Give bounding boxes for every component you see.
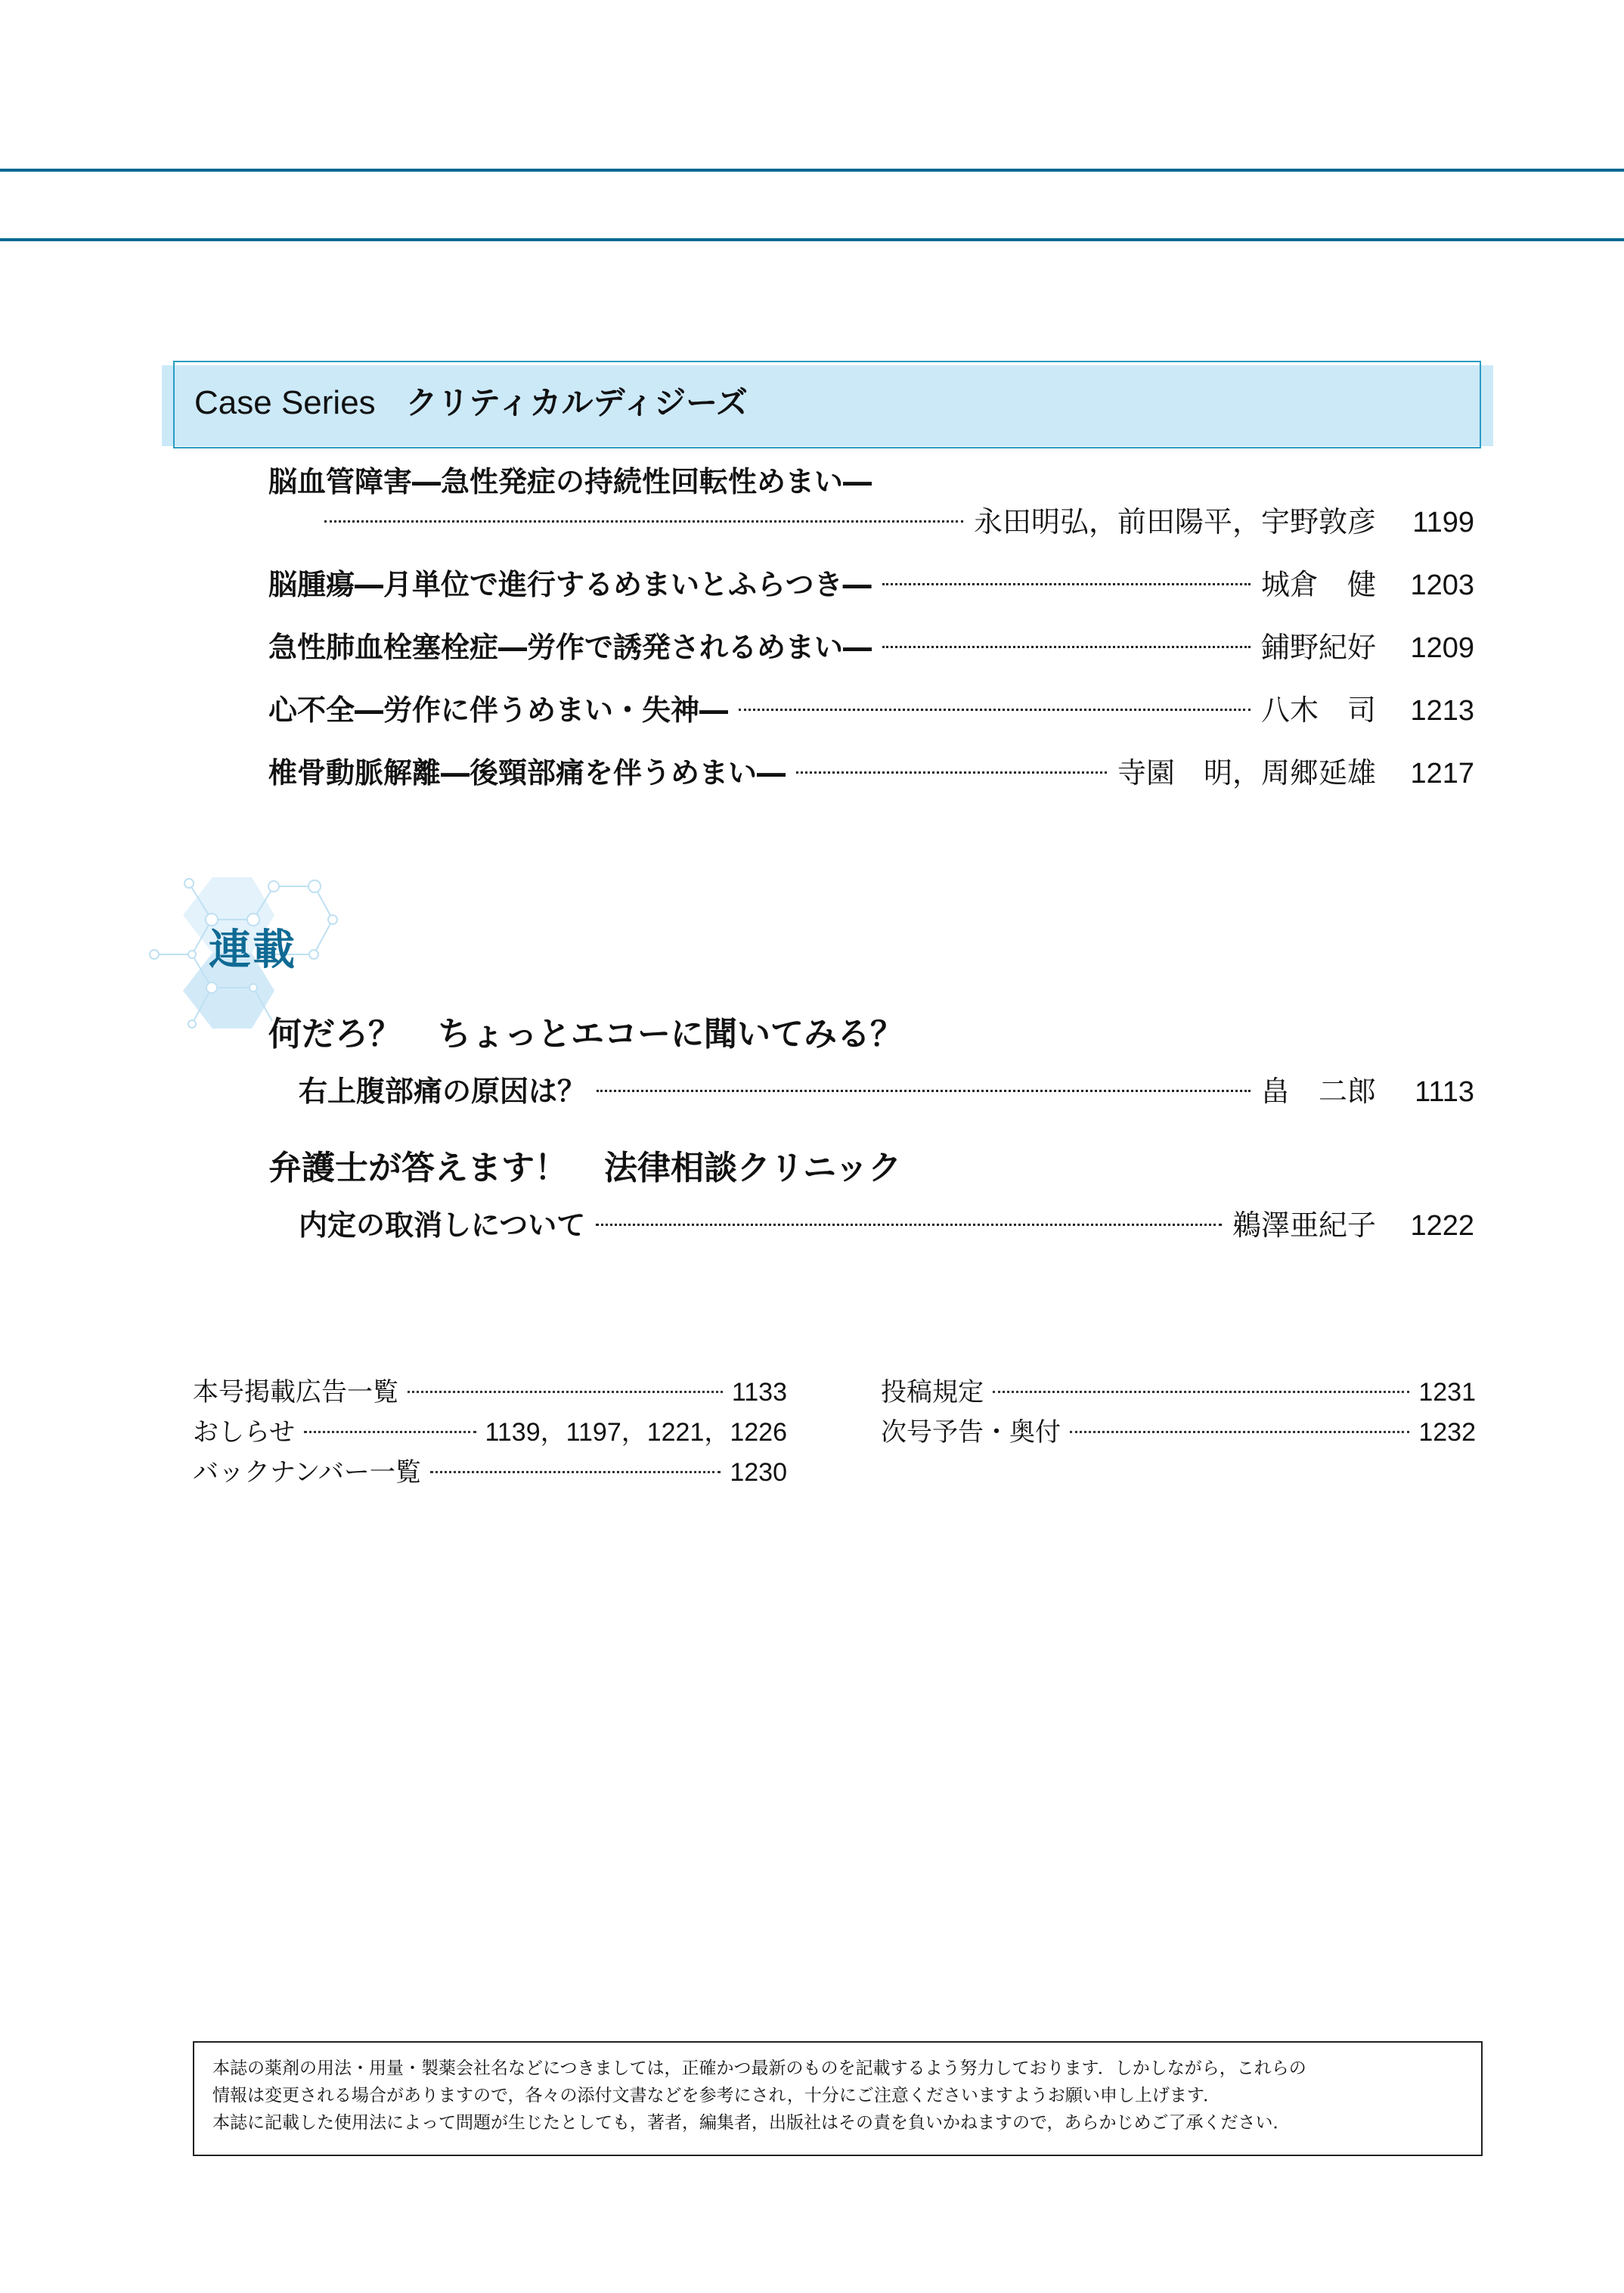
dot-leader — [304, 1431, 476, 1433]
dot-leader — [430, 1471, 721, 1473]
index-pages: 1231 — [1418, 1378, 1476, 1407]
serial-heading-part-a: 何だろ？ — [268, 1015, 401, 1053]
entry-page: 1222 — [1410, 1210, 1474, 1242]
entry-title[interactable]: 椎骨動脈解離―後頸部痛を伴うめまい― — [268, 756, 786, 790]
index-label[interactable]: 次号予告・奥付 — [881, 1417, 1061, 1447]
entry-page: 1213 — [1410, 695, 1474, 727]
case-series-heading — [194, 382, 748, 424]
index-item[interactable] — [193, 1454, 787, 1491]
entry-title[interactable]: 急性肺血栓塞栓症―労作で誘発されるめまい― — [268, 631, 872, 664]
entry-page: 1199 — [1412, 507, 1474, 538]
dot-leader — [597, 1090, 1251, 1092]
entry-page: 1209 — [1410, 632, 1474, 664]
index-item[interactable] — [881, 1374, 1476, 1410]
serial-section-label: 連載 — [209, 926, 296, 975]
toc-entry[interactable] — [268, 461, 1474, 502]
dot-leader — [882, 583, 1251, 585]
index-label[interactable]: 本号掲載広告一覧 — [193, 1377, 398, 1407]
serial-heading-part-a: 弁護士が答えます！ — [268, 1149, 568, 1187]
entry-page: 1217 — [1410, 758, 1474, 790]
entry-authors: 八木 司 — [1260, 693, 1376, 727]
entry-authors: 畠 二郎 — [1260, 1075, 1376, 1108]
index-label[interactable]: おしらせ — [193, 1417, 295, 1447]
dot-leader — [324, 520, 963, 523]
index-item[interactable] — [193, 1414, 787, 1451]
toc-entry[interactable] — [268, 1205, 1474, 1246]
dot-leader — [596, 1224, 1222, 1226]
serial-heading — [268, 1146, 901, 1191]
index-label[interactable]: 投稿規定 — [881, 1377, 984, 1407]
dot-leader — [1070, 1431, 1409, 1433]
toc-entry[interactable] — [268, 1071, 1474, 1112]
toc-entry-continuation — [268, 501, 1474, 542]
second-rule — [0, 238, 1624, 241]
disclaimer-line: 情報は変更される場合がありますので，各々の添付文書などを参考にされ，十分にご注意くださいますようお願い申し上げます． — [212, 2086, 1221, 2105]
entry-page: 1203 — [1410, 569, 1474, 601]
index-pages: 1139，1197，1221，1226 — [485, 1418, 787, 1447]
dot-leader — [796, 771, 1107, 774]
serial-heading — [268, 1012, 903, 1057]
top-rule — [0, 169, 1624, 172]
disclaimer-line: 本誌に記載した使用法によって問題が生じたとしても，著者，編集者，出版社はその責を負いかねますので，あらかじめご了承ください． — [212, 2113, 1291, 2133]
index-pages: 1133 — [731, 1378, 787, 1407]
toc-entry[interactable] — [268, 690, 1474, 731]
index-pages: 1232 — [1418, 1418, 1476, 1447]
case-series-title-en: Case Series — [194, 384, 376, 421]
disclaimer-box — [193, 2041, 1483, 2156]
index-label[interactable]: バックナンバー一覧 — [193, 1457, 421, 1488]
entry-authors: 寺園 明，周郷延雄 — [1117, 756, 1376, 790]
dot-leader — [408, 1391, 723, 1393]
dot-leader — [993, 1391, 1409, 1393]
entry-title[interactable]: 脳血管障害―急性発症の持続性回転性めまい― — [268, 465, 872, 498]
serial-heading-part-b: 法律相談クリニック — [604, 1149, 902, 1187]
dot-leader — [739, 709, 1251, 711]
entry-title[interactable]: 右上腹部痛の原因は？ — [299, 1075, 587, 1108]
entry-authors: 城倉 健 — [1260, 568, 1376, 601]
entry-authors: 鋪野紀好 — [1260, 631, 1376, 664]
entry-title[interactable]: 脳腫瘍―月単位で進行するめまいとふらつき― — [268, 568, 872, 601]
toc-entry[interactable] — [268, 564, 1474, 605]
entry-title[interactable]: 内定の取消しについて — [299, 1209, 586, 1242]
serial-heading-part-b: ちょっとエコーに聞いてみる？ — [438, 1015, 903, 1053]
toc-entry[interactable] — [268, 752, 1474, 793]
index-item[interactable] — [193, 1374, 787, 1410]
index-item[interactable] — [881, 1414, 1476, 1451]
entry-authors: 永田明弘，前田陽平，宇野敦彦 — [973, 505, 1376, 538]
disclaimer-line: 本誌の薬剤の用法・用量・製薬会社名などにつきましては，正確かつ最新のものを記載するよう努力しております．しかしながら，これらの — [212, 2059, 1306, 2078]
case-series-title-jp: クリティカルディジーズ — [405, 384, 748, 421]
dot-leader — [882, 646, 1251, 648]
entry-page: 1113 — [1415, 1076, 1474, 1108]
toc-entry[interactable] — [268, 627, 1474, 668]
entry-authors: 鵜澤亜紀子 — [1232, 1209, 1376, 1242]
index-pages: 1230 — [730, 1458, 787, 1487]
entry-title[interactable]: 心不全―労作に伴うめまい・失神― — [268, 693, 729, 727]
